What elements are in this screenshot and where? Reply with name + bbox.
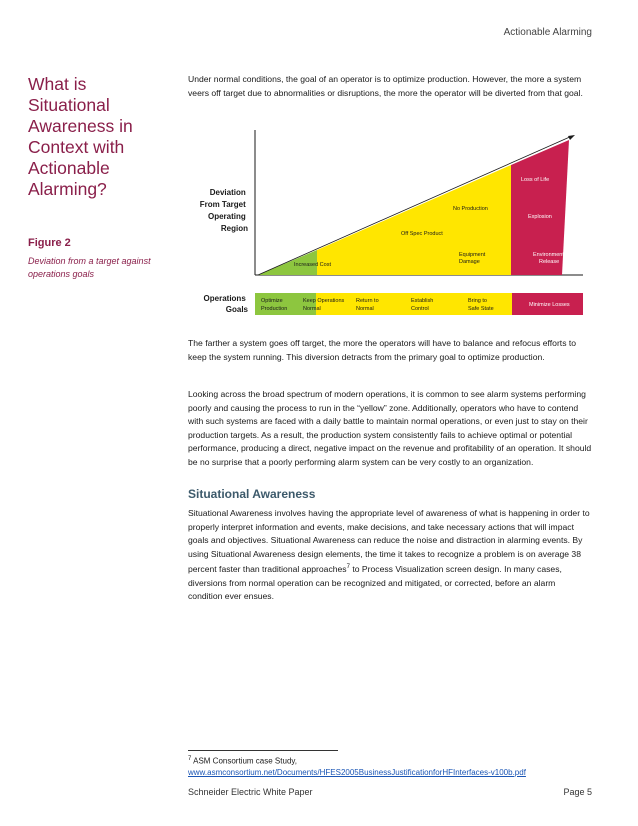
figure-label: Figure 2: [28, 237, 71, 249]
goal-minimize-losses: Minimize Losses: [529, 302, 570, 308]
y-label-line: Deviation: [209, 188, 246, 197]
running-header: Actionable Alarming: [503, 27, 592, 38]
footnote-text: ASM Consortium case Study,: [193, 756, 298, 766]
region-label-explosion: Explosion: [528, 214, 552, 220]
paragraph-diversion: The farther a system goes off target, the more the operators will have to balance and refocus efforts to keep the system running. This diversion detracts from the primary goal to optimize production.: [188, 338, 577, 362]
arrow-head-icon: [568, 135, 575, 140]
region-label-environmental-release: Environmental Release: [533, 252, 569, 265]
region-label-no-production: No Production: [453, 206, 488, 212]
region-label-equipment-damage: Equipment Damage: [459, 252, 486, 265]
footer-publisher: Schneider Electric White Paper: [188, 787, 313, 797]
section-body-text: Situational Awareness involves having the appropriate level of awareness of what is happening in order to properly interpret information and events, make decisions, and take necessary actions that will impact goals and objectives. Situational Awareness can reduce the noise and distraction in alarming events. By using Situational Awareness design elements, the time it takes to recognize a problem is on average 38 percent faster than traditional approaches: [188, 508, 590, 575]
goal-optimize-production: Optimize Production: [261, 298, 288, 312]
goals-axis-label: Operations Goals: [203, 294, 248, 314]
section-body: [188, 507, 592, 604]
sidebar-title: What is Situational Awareness in Context with Actionable Alarming?: [28, 74, 133, 199]
goal-establish-control: Establish Control: [411, 298, 434, 312]
goal-bring-to-safe-state: Bring to Safe State: [468, 298, 494, 312]
y-label-line: Region: [220, 224, 248, 233]
region-label-loss-of-life: Loss of Life: [521, 177, 550, 183]
footnote-mark: 7: [188, 756, 192, 762]
section-body-text-continued: to Process Visualization screen design. In many cases, diversions from normal operation can be recognized and mitigated, or corrected, before an alarm condition ever ensues.: [188, 564, 562, 602]
figure-caption: Deviation from a target against operations goals: [28, 256, 151, 279]
y-label-line: From Target: [199, 200, 246, 209]
intro-paragraph: Under normal conditions, the goal of an operator is to optimize production. However, the more a system veers off target due to abnormalities or disruptions, the more the operator will be diverted from that goal.: [188, 74, 583, 98]
y-axis-label: [200, 188, 248, 233]
footnote-divider: [188, 750, 338, 751]
footnote-reference[interactable]: 7: [346, 564, 350, 571]
page-number: Page 5: [563, 787, 592, 797]
region-label-increased-cost: Increased Cost: [294, 262, 331, 268]
deviation-diagram: [188, 130, 598, 320]
yellow-zone-region: [317, 165, 511, 275]
footnote: [188, 754, 598, 778]
region-label-off-spec: Off Spec Product: [401, 231, 443, 237]
paragraph-yellow-zone: Looking across the broad spectrum of modern operations, it is common to see alarm systems performing poorly and causing the process to run in the “yellow” zone. Additionally, operators who have to contend with such systems are faced with a daily battle to maintain normal operations, or even just to stay on their production targets. As a result, the production system consistently fails to achieve optimal or potential performance, producing a direct, negative impact on the revenue and profitability of an operation. It should be no surprise that a poorly performing alarm system can be very costly to an organization.: [188, 389, 592, 467]
footnote-link[interactable]: www.asmconsortium.net/Documents/HFES2005BusinessJustificationforHFInterfaces-v100b.pdf: [188, 767, 526, 777]
goal-return-to-normal: Return to Normal: [356, 298, 379, 312]
y-label-line: Operating: [207, 212, 246, 221]
goal-keep-operations-normal: Keep Operations Normal: [303, 298, 345, 312]
section-heading: Situational Awareness: [188, 487, 316, 501]
